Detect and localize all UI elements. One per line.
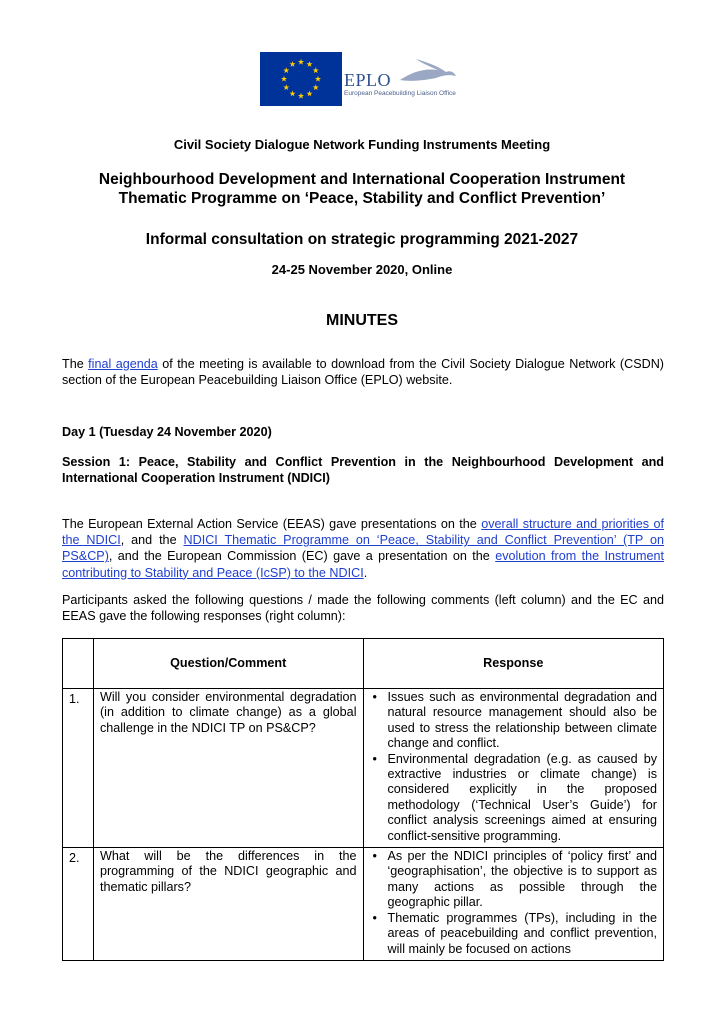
question-cell: Will you consider environmental degradation (in addition to climate change) as a global challenge in the NDICI TP on PS&CP? xyxy=(93,689,363,848)
dove-icon xyxy=(398,58,458,86)
minutes-title: MINUTES xyxy=(326,312,398,329)
participants-paragraph: Participants asked the following questions / made the following comments (left column) and the EC and EEAS gave the following responses (right column): xyxy=(62,593,664,624)
response-cell xyxy=(363,689,664,848)
tp-pscp-link[interactable]: NDICI Thematic Programme on ‘Peace, Stability and Conflict Prevention’ (TP on PS&CP) xyxy=(62,533,665,564)
eplo-name: EPLO xyxy=(344,70,391,90)
eu-flag-logo xyxy=(260,52,342,106)
instrument-heading-line1: Neighbourhood Development and International Cooperation Instrument xyxy=(98,171,626,188)
meeting-date: 24-25 November 2020, Online xyxy=(271,262,453,277)
response-item: • As per the NDICI principles of ‘policy first’ and ‘geographisation’, the objective is to support as many actions as possible through the geographic pillar. xyxy=(370,849,658,911)
number-column-header xyxy=(63,639,94,689)
eplo-full-name: European Peacebuilding Liaison Office xyxy=(344,90,456,97)
session-heading: Session 1: Peace, Stability and Conflict Prevention in the Neighbourhood Development and International Cooperation Instrument (NDICI) xyxy=(62,455,664,486)
final-agenda-link[interactable]: final agenda xyxy=(88,357,158,371)
row-number: 1. xyxy=(63,689,94,848)
row-number: 2. xyxy=(63,848,94,961)
response-item: • Issues such as environmental degradation and natural resource management should also be used to stress the relationship between climate change and conflict. xyxy=(370,690,658,752)
icsp-evolution-link[interactable]: evolution from the Instrument contributing to Stability and Peace (IcSP) to the NDICI xyxy=(62,549,664,580)
table-row xyxy=(63,848,664,961)
presentations-text-4: . xyxy=(363,565,368,580)
minutes-table xyxy=(62,638,664,961)
meeting-heading: Civil Society Dialogue Network Funding Instruments Meeting xyxy=(173,137,551,152)
presentations-text-2: , and the xyxy=(120,533,184,548)
eplo-logo xyxy=(344,54,474,104)
response-cell xyxy=(363,848,664,961)
ndici-structure-link[interactable]: overall structure and priorities of the NDICI xyxy=(62,517,664,548)
consultation-heading: Informal consultation on strategic programming 2021-2027 xyxy=(145,231,579,248)
logo-bar xyxy=(0,52,724,106)
intro-paragraph xyxy=(62,356,664,388)
presentations-paragraph xyxy=(62,516,664,581)
instrument-heading-line2: Thematic Programme on ‘Peace, Stability and Conflict Prevention’ xyxy=(118,190,606,207)
response-item: • Environmental degradation (e.g. as caused by extractive industries or climate change) is considered explicitly in the proposed methodology (‘Technical User’s Guide’) for conflict analysis screenings aimed at ensuring conflict-sensitive programming. xyxy=(370,752,658,844)
presentations-text-3: , and the European Commission (EC) gave a presentation on the xyxy=(108,549,496,564)
intro-text-end: of the meeting is available to download from the Civil Society Dialogue Network (CSDN) section of the European Peacebuilding Liaison Office (EPLO) website. xyxy=(62,357,664,388)
instrument-heading xyxy=(0,170,724,208)
presentations-text-1: The European External Action Service (EEAS) gave presentations on the xyxy=(62,517,482,531)
response-item: • Thematic programmes (TPs), including in the areas of peacebuilding and conflict prevention, will mainly be focused on actions xyxy=(370,911,658,957)
day-heading: Day 1 (Tuesday 24 November 2020) xyxy=(62,425,272,439)
question-cell: What will be the differences in the programming of the NDICI geographic and thematic pillars? xyxy=(93,848,363,961)
table-header-row xyxy=(63,639,664,689)
question-column-header: Question/Comment xyxy=(93,639,363,689)
intro-text-start: The xyxy=(62,357,89,371)
response-column-header: Response xyxy=(363,639,664,689)
table-row xyxy=(63,689,664,848)
